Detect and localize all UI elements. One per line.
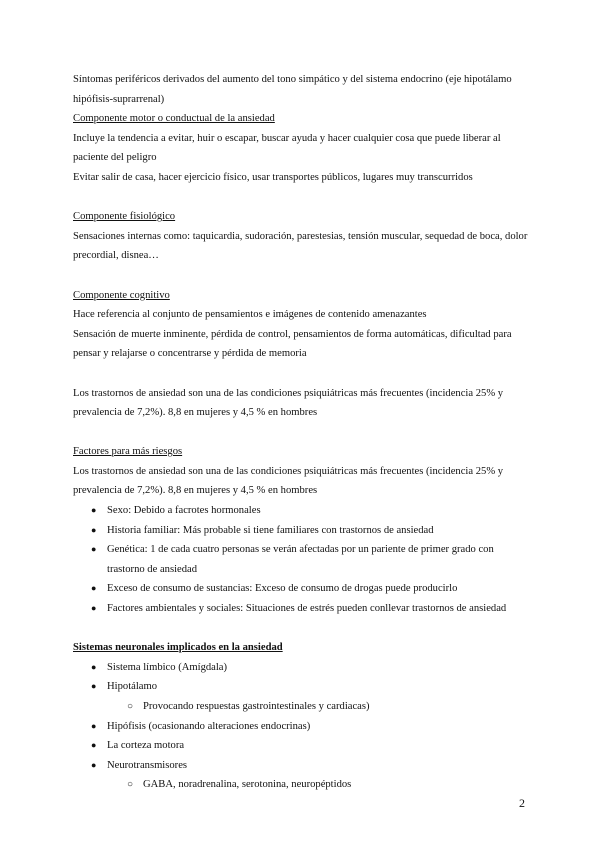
cognitivo-heading: Componente cognitivo — [73, 289, 170, 301]
factores-list — [73, 501, 533, 619]
list-item — [91, 599, 533, 619]
list-item — [91, 501, 533, 521]
list-item-text: Hipotálamo — [107, 681, 158, 693]
page-number: 2 — [519, 796, 525, 810]
list-item — [91, 756, 533, 795]
fisiologico-paragraph: Sensaciones internas como: taquicardia, sudoración, parestesias, tensión muscular, sequedad de boca, dolor precordial, disnea… — [73, 230, 528, 262]
list-item-text: Factores ambientales y sociales: Situaciones de estrés pueden conllevar trastornos de ansiedad — [107, 603, 507, 615]
bullet-icon: ● — [91, 720, 97, 731]
list-item-text: La corteza motora — [107, 740, 185, 752]
bullet-icon: ● — [91, 759, 97, 770]
sublist — [107, 697, 533, 717]
bullet-icon: ● — [91, 661, 97, 672]
prevalencia-paragraph: Los trastornos de ansiedad son una de las condiciones psiquiátricas más frecuentes (incidencia 25% y prevalencia de 7,2%). 8,8 en mujeres y 4,5 % en hombres — [73, 387, 504, 419]
list-item-text: Sistema límbico (Amígdala) — [107, 661, 228, 673]
list-item — [91, 677, 533, 716]
list-item — [91, 736, 533, 756]
list-item-text: Hipófisis (ocasionando alteraciones endocrinas) — [107, 720, 311, 732]
factores-intro: Los trastornos de ansiedad son una de las condiciones psiquiátricas más frecuentes (incidencia 25% y prevalencia de 7,2%). 8,8 en mujeres y 4,5 % en hombres — [73, 465, 504, 497]
spacer — [73, 423, 533, 443]
list-item — [91, 717, 533, 737]
list-item — [91, 521, 533, 541]
spacer — [73, 619, 533, 639]
list-item-text: Neurotransmisores — [107, 759, 188, 771]
sublist-item-text: Provocando respuestas gastrointestinales y cardiacas) — [143, 701, 370, 712]
bullet-icon: ● — [91, 583, 97, 594]
cognitivo-paragraph-1: Hace referencia al conjunto de pensamientos e imágenes de contenido amenazantes — [73, 309, 427, 321]
list-item-text: Historia familiar: Más probable si tiene familiares con trastornos de ansiedad — [107, 524, 434, 536]
hollow-bullet-icon: ○ — [127, 701, 134, 712]
sublist-item — [127, 775, 533, 795]
motor-heading: Componente motor o conductual de la ansiedad — [73, 113, 275, 125]
list-item — [91, 540, 533, 579]
sistemas-heading: Sistemas neuronales implicados en la ansiedad — [73, 642, 283, 654]
bullet-icon: ● — [91, 544, 97, 555]
list-item — [91, 658, 533, 678]
motor-paragraph-2: Evitar salir de casa, hacer ejercicio físico, usar transportes públicos, lugares muy transcurridos — [73, 171, 473, 183]
hollow-bullet-icon: ○ — [127, 779, 134, 791]
bullet-icon: ● — [91, 681, 97, 692]
list-item-text: Genética: 1 de cada cuatro personas se verán afectadas por un pariente de primer grado con trastorno de ansiedad — [107, 544, 494, 575]
sublist — [107, 775, 533, 795]
factores-heading: Factores para más riesgos — [73, 446, 183, 458]
spacer — [73, 266, 533, 286]
bullet-icon: ● — [91, 603, 97, 614]
fisiologico-heading: Componente fisiológico — [73, 211, 176, 223]
sublist-item-text: GABA, noradrenalina, serotonina, neuropéptidos — [143, 779, 352, 791]
list-item-text: Exceso de consumo de sustancias: Exceso de consumo de drogas puede producirlo — [107, 583, 458, 595]
sistemas-list — [73, 658, 533, 795]
spacer — [73, 364, 533, 384]
document-page — [73, 70, 533, 795]
cognitivo-paragraph-2: Sensación de muerte inminente, pérdida de control, pensamientos de forma automáticas, dificultad para pensar y relajarse o concentrarse y pérdida de memoria — [73, 328, 512, 360]
list-item — [91, 579, 533, 599]
intro-paragraph: Síntomas periféricos derivados del aumento del tono simpático y del sistema endocrino (eje hipotálamo hipófisis-suprarrenal) — [73, 74, 512, 105]
bullet-icon: ● — [91, 524, 97, 535]
bullet-icon: ● — [91, 740, 97, 751]
motor-paragraph-1: Incluye la tendencia a evitar, huir o escapar, buscar ayuda y hacer cualquier cosa que puede liberar al paciente del peligro — [73, 132, 501, 164]
list-item-text: Sexo: Debido a facrotes hormonales — [107, 505, 261, 517]
bullet-icon: ● — [91, 505, 97, 516]
spacer — [73, 188, 533, 208]
sublist-item — [127, 697, 533, 717]
